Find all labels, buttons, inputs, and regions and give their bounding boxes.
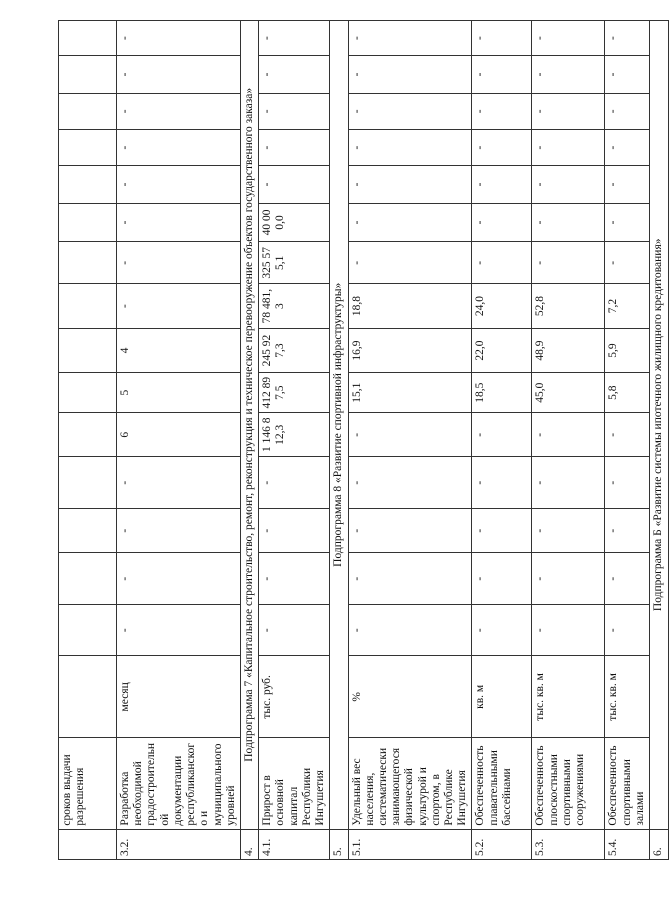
row-value: 16,9 <box>348 328 472 372</box>
row-value: 5,9 <box>605 328 650 372</box>
row-value: - <box>117 56 241 93</box>
row-value: - <box>348 203 472 242</box>
row-value: - <box>259 93 330 129</box>
row-value: - <box>532 553 605 604</box>
row-value: - <box>117 166 241 203</box>
row-name: Удельный вес населения, систематически занимающегося физической культурой и спортом, в Республике Ингушетия <box>348 738 472 829</box>
row-value: - <box>117 21 241 56</box>
row-value: - <box>117 242 241 284</box>
row-value: - <box>348 508 472 552</box>
table-row-4-1 <box>259 21 330 860</box>
row-value: - <box>348 413 472 457</box>
row-name: Обеспеченность плоскостными спортивными сооружениями <box>532 738 605 829</box>
row-unit: тыс. руб. <box>259 656 330 738</box>
section-title: Подпрограмма 8 «Развитие спортивной инфраструктуры» <box>330 21 348 830</box>
table-row-5-2 <box>472 21 532 860</box>
row-value: - <box>117 284 241 328</box>
row-value: - <box>117 604 241 655</box>
row-value: 45,0 <box>532 373 605 413</box>
row-value: 22,0 <box>472 328 532 372</box>
row-value: - <box>472 604 532 655</box>
row-value: - <box>259 56 330 93</box>
row-value: - <box>348 166 472 203</box>
row-value: - <box>259 21 330 56</box>
row-value: - <box>472 129 532 165</box>
row-value: - <box>472 166 532 203</box>
row-value: 325 575,1 <box>259 242 330 284</box>
row-name: Разработка необходимой градостроительной документации республиканского и муниципального уровней <box>117 738 241 829</box>
row-value: - <box>472 242 532 284</box>
row-unit: месяц <box>117 656 241 738</box>
row-num: 3.2. <box>117 829 241 859</box>
row-value: - <box>532 457 605 508</box>
row-value: - <box>605 166 650 203</box>
row-value: - <box>348 93 472 129</box>
section-title: Подпрограмма Б «Развитие системы ипотечного жилищного кредитования» <box>650 21 669 830</box>
row-unit <box>59 656 117 738</box>
row-value: 7,2 <box>605 284 650 328</box>
row-value: 18,8 <box>348 284 472 328</box>
row-name: сроков выдачи разрешения <box>59 738 117 829</box>
row-unit: тыс. кв. м <box>605 656 650 738</box>
row-num: 5.4. <box>605 829 650 859</box>
section-row-4 <box>240 21 258 860</box>
row-value: 52,8 <box>532 284 605 328</box>
row-value: - <box>605 203 650 242</box>
row-value: - <box>532 93 605 129</box>
row-value: 6 <box>117 413 241 457</box>
row-value: - <box>532 56 605 93</box>
row-value: - <box>117 93 241 129</box>
row-value: 18,5 <box>472 373 532 413</box>
row-value: - <box>532 604 605 655</box>
row-value: - <box>605 21 650 56</box>
row-value: - <box>532 166 605 203</box>
row-value: - <box>348 604 472 655</box>
row-value: 15,1 <box>348 373 472 413</box>
row-value: - <box>605 457 650 508</box>
row-value: - <box>472 553 532 604</box>
row-value: - <box>259 129 330 165</box>
row-value: - <box>259 604 330 655</box>
row-value: 1 146 812,3 <box>259 413 330 457</box>
row-value: 48,9 <box>532 328 605 372</box>
row-value: - <box>605 242 650 284</box>
row-value: - <box>117 129 241 165</box>
row-value: - <box>117 203 241 242</box>
row-num: 5.1. <box>348 829 472 859</box>
row-value: - <box>117 553 241 604</box>
row-value: - <box>472 457 532 508</box>
row-value: 5 <box>117 373 241 413</box>
row-value: - <box>348 242 472 284</box>
row-name: Обеспеченность спортивными залами <box>605 738 650 829</box>
row-value: - <box>472 21 532 56</box>
row-value: - <box>259 457 330 508</box>
row-value: - <box>532 21 605 56</box>
row-name: Обеспеченность плавательными бассейнами <box>472 738 532 829</box>
row-num: 4.1. <box>259 829 330 859</box>
row-value: - <box>117 457 241 508</box>
row-value: - <box>472 508 532 552</box>
rotated-table-wrapper <box>58 20 665 860</box>
table-row-5-1 <box>348 21 472 860</box>
row-value: - <box>532 508 605 552</box>
row-value: 5,8 <box>605 373 650 413</box>
row-value: - <box>472 413 532 457</box>
row-value: - <box>605 553 650 604</box>
row-value: - <box>472 56 532 93</box>
row-value: 412 897,5 <box>259 373 330 413</box>
row-name: Прирост в основной капитал Республики Ингушетия <box>259 738 330 829</box>
row-unit: кв. м <box>472 656 532 738</box>
row-num: 6. <box>650 829 669 859</box>
row-value: - <box>605 604 650 655</box>
row-value: 40 000,0 <box>259 203 330 242</box>
row-value: - <box>472 203 532 242</box>
row-value: - <box>605 93 650 129</box>
row-value: - <box>605 129 650 165</box>
row-value: 78 481,3 <box>259 284 330 328</box>
table-row-5-3 <box>532 21 605 860</box>
row-value: - <box>532 242 605 284</box>
section-title: Подпрограмма 7 «Капитальное строительство, ремонт, реконструкция и техническое перевооружение объектов государственного заказа» <box>240 21 258 830</box>
row-num: 5.3. <box>532 829 605 859</box>
section-row-5 <box>330 21 348 860</box>
row-value: - <box>259 553 330 604</box>
row-value: - <box>532 413 605 457</box>
row-value: - <box>259 508 330 552</box>
row-value: - <box>472 93 532 129</box>
row-value: - <box>348 457 472 508</box>
row-value: - <box>348 553 472 604</box>
row-unit: тыс. кв. м <box>532 656 605 738</box>
row-value: 4 <box>117 328 241 372</box>
table-row-top <box>59 21 117 860</box>
row-value: - <box>532 203 605 242</box>
row-value: - <box>117 508 241 552</box>
row-value: - <box>605 413 650 457</box>
section-row-6 <box>650 21 669 860</box>
row-num: 5. <box>330 829 348 859</box>
row-value: 245 927,3 <box>259 328 330 372</box>
row-value: - <box>348 21 472 56</box>
row-value: 24,0 <box>472 284 532 328</box>
row-num <box>59 829 117 859</box>
row-value: - <box>348 129 472 165</box>
table-row-3-2 <box>117 21 241 860</box>
row-value: - <box>605 508 650 552</box>
row-value: - <box>605 56 650 93</box>
table-row-5-4 <box>605 21 650 860</box>
row-unit: % <box>348 656 472 738</box>
row-value: - <box>532 129 605 165</box>
row-value: - <box>259 166 330 203</box>
indicators-table <box>58 20 669 860</box>
row-num: 5.2. <box>472 829 532 859</box>
row-num: 4. <box>240 829 258 859</box>
row-value: - <box>348 56 472 93</box>
